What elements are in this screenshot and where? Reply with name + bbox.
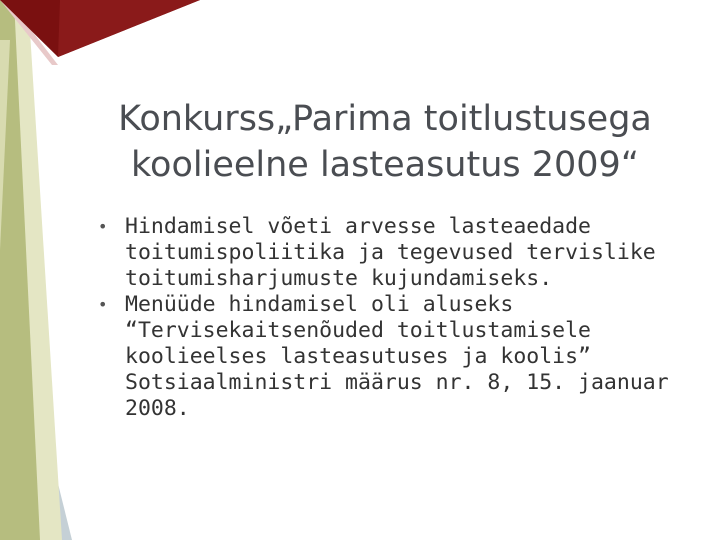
- slide-body: [98, 214, 678, 422]
- bullet-line: Menüüde hindamisel oli aluseks: [125, 292, 514, 317]
- bullet-line: koolieelses lasteasutuses ja koolis”: [125, 344, 591, 369]
- bullet-line: “Tervisekaitsenõuded toitlustamisele: [125, 318, 591, 343]
- deco-maroon-shade: [58, 0, 200, 57]
- bullet-line: toitumispoliitika ja tegevused tervislike: [125, 240, 656, 265]
- bullet-line: toitumisharjumuste kujundamiseks.: [125, 266, 553, 291]
- title-line-2: koolieelne lasteasutus 2009“: [131, 145, 639, 185]
- bullet-item: [98, 292, 678, 422]
- bullet-dot-icon: •: [98, 295, 108, 314]
- bullet-line: Sotsiaalministri määrus nr. 8, 15. jaanuar: [125, 370, 669, 395]
- bullet-item: [98, 214, 678, 292]
- bullet-dot-icon: •: [98, 217, 108, 236]
- bullet-line: 2008.: [125, 396, 190, 421]
- slide-title: [100, 96, 670, 188]
- title-line-1: Konkurss„Parima toitlustusega: [118, 99, 652, 139]
- bullet-line: Hindamisel võeti arvesse lasteaedade: [125, 214, 591, 239]
